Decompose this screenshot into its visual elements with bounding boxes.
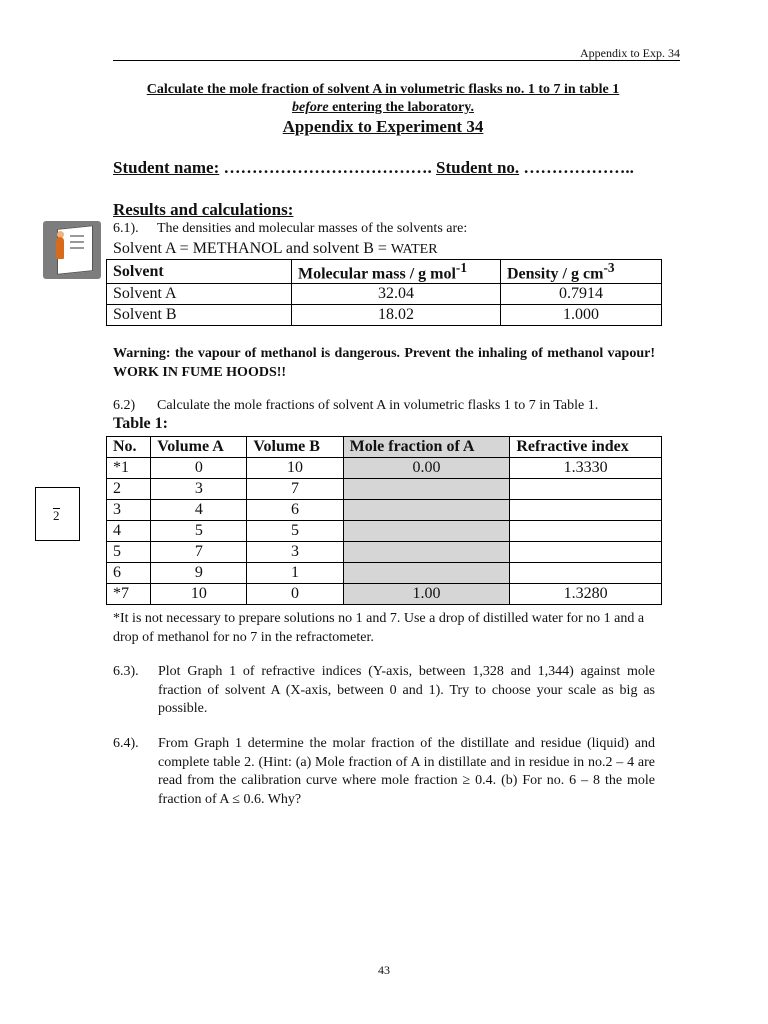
- cell-no: 3: [107, 500, 151, 521]
- table-row: [107, 479, 662, 500]
- cell-mole-fraction: 1.00: [343, 584, 510, 605]
- question-text: Plot Graph 1 of refractive indices (Y-axis, between 1,328 and 1,344) against mole fraction of solvent A (X-axis, between 0 and 1). Try to choose your scale as big as possible.: [158, 664, 655, 717]
- instruction-line-2: [113, 99, 653, 117]
- cell-refractive-index: [510, 563, 662, 584]
- header-molecular-mass: [292, 260, 501, 284]
- student-name-label: Student name:: [113, 158, 220, 177]
- cell-mole-fraction: 0.00: [343, 458, 510, 479]
- header-mass-text: Molecular mass / g mol: [298, 265, 456, 283]
- table-row: [107, 563, 662, 584]
- question-text: Calculate the mole fractions of solvent A in volumetric flasks 1 to 7 in Table 1.: [157, 398, 599, 413]
- icon-line: [70, 247, 84, 249]
- cell-volume-a: 3: [151, 479, 247, 500]
- cell-mass: 18.02: [292, 305, 501, 326]
- header-volume-b: Volume B: [247, 437, 343, 458]
- cell-volume-b: 0: [247, 584, 343, 605]
- solvent-properties-table: [106, 259, 662, 326]
- solvent-definition: [113, 240, 438, 258]
- student-info-line: [113, 158, 634, 178]
- table-1-label: Table 1:: [113, 415, 168, 432]
- cell-no: 4: [107, 521, 151, 542]
- cell-density: 0.7914: [501, 284, 662, 305]
- question-number: 6.4).: [113, 736, 139, 751]
- cell-volume-a: 0: [151, 458, 247, 479]
- header-refractive-index: Refractive index: [510, 437, 662, 458]
- question-6-3: [113, 663, 655, 719]
- table-row: [107, 521, 662, 542]
- cell-volume-b: 7: [247, 479, 343, 500]
- header-density-exponent: -3: [603, 260, 615, 275]
- solvent-definition-text: Solvent A = METHANOL and solvent B =: [113, 240, 391, 257]
- cell-refractive-index: 1.3330: [510, 458, 662, 479]
- instruction-emphasis: before: [292, 100, 329, 115]
- cell-mass: 32.04: [292, 284, 501, 305]
- table-row: [107, 542, 662, 563]
- table-row: [107, 458, 662, 479]
- page-number: 43: [378, 963, 390, 977]
- header-rule: [113, 60, 680, 61]
- table-row: [107, 500, 662, 521]
- header-no: No.: [107, 437, 151, 458]
- header-solvent: Solvent: [107, 260, 292, 284]
- cell-mole-fraction: [343, 521, 510, 542]
- header-density-text: Density / g cm: [507, 265, 604, 283]
- solvent-b-name: WATER: [390, 242, 438, 257]
- cell-mole-fraction: [343, 542, 510, 563]
- cell-volume-a: 5: [151, 521, 247, 542]
- running-header: Appendix to Exp. 34: [580, 46, 680, 60]
- page-title: Appendix to Experiment 34: [282, 117, 484, 136]
- cell-volume-a: 7: [151, 542, 247, 563]
- cell-refractive-index: [510, 542, 662, 563]
- header-mole-fraction: Mole fraction of A: [343, 437, 510, 458]
- cell-volume-b: 3: [247, 542, 343, 563]
- header-mass-exponent: -1: [455, 260, 468, 275]
- lab-safety-icon: [43, 221, 101, 279]
- cell-solvent: Solvent A: [107, 284, 292, 305]
- cell-volume-b: 1: [247, 563, 343, 584]
- table-header-row: [107, 260, 662, 284]
- question-text: From Graph 1 determine the molar fraction of the distillate and residue (liquid) and complete table 2. (Hint: (a) Mole fraction of A in distillate and in residue in no.2 – 4 are read from the calibration curve where mole fraction ≥ 0.4. (b) For no. 6 – 8 the mole fraction of A ≤ 0.6. Why?: [158, 736, 655, 807]
- cell-solvent: Solvent B: [107, 305, 292, 326]
- cell-density: 1.000: [501, 305, 662, 326]
- table-header-row: [107, 437, 662, 458]
- icon-person: [56, 237, 64, 259]
- question-number: 6.3).: [113, 664, 139, 679]
- cell-mole-fraction: [343, 563, 510, 584]
- cell-no: 5: [107, 542, 151, 563]
- question-6-1: [113, 221, 467, 237]
- cell-volume-b: 10: [247, 458, 343, 479]
- question-6-2: [113, 398, 598, 414]
- cell-volume-a: 4: [151, 500, 247, 521]
- table-footnote: *It is not necessary to prepare solutions no 1 and 7. Use a drop of distilled water for no 1 and a drop of methanol for no 7 in the refractometer.: [113, 611, 645, 645]
- cell-volume-b: 6: [247, 500, 343, 521]
- question-text: The densities and molecular masses of the solvents are:: [157, 221, 468, 236]
- safety-warning: Warning: the vapour of methanol is dangerous. Prevent the inhaling of methanol vapour! WORK IN FUME HOODS!!: [113, 346, 655, 380]
- cell-mole-fraction: [343, 500, 510, 521]
- margin-marker-box: [35, 487, 80, 541]
- cell-volume-a: 9: [151, 563, 247, 584]
- header-density: [501, 260, 662, 284]
- cell-refractive-index: [510, 500, 662, 521]
- cell-volume-a: 10: [151, 584, 247, 605]
- margin-marker-value: 2: [53, 508, 60, 523]
- question-number: 6.2): [113, 398, 136, 413]
- cell-no: 6: [107, 563, 151, 584]
- cell-mole-fraction: [343, 479, 510, 500]
- table-row: [107, 305, 662, 326]
- cell-refractive-index: [510, 521, 662, 542]
- student-no-label: Student no.: [436, 158, 520, 177]
- mole-fraction-table: [106, 436, 662, 605]
- student-name-dots: ……………………………….: [219, 158, 437, 177]
- results-heading: Results and calculations:: [113, 200, 294, 219]
- cell-refractive-index: [510, 479, 662, 500]
- instruction-line-1: Calculate the mole fraction of solvent A in volumetric flasks no. 1 to 7 in table 1: [146, 82, 620, 97]
- instruction: [113, 81, 653, 117]
- question-number: 6.1).: [113, 221, 139, 236]
- cell-no: *1: [107, 458, 151, 479]
- table-row: [107, 284, 662, 305]
- icon-line: [70, 241, 84, 243]
- question-6-4: [113, 735, 655, 809]
- cell-volume-b: 5: [247, 521, 343, 542]
- cell-refractive-index: 1.3280: [510, 584, 662, 605]
- student-no-dots: ………………..: [519, 158, 634, 177]
- cell-no: 2: [107, 479, 151, 500]
- icon-line: [70, 235, 84, 237]
- cell-no: *7: [107, 584, 151, 605]
- header-volume-a: Volume A: [151, 437, 247, 458]
- table-row: [107, 584, 662, 605]
- instruction-line-2-rest: entering the laboratory.: [328, 100, 474, 115]
